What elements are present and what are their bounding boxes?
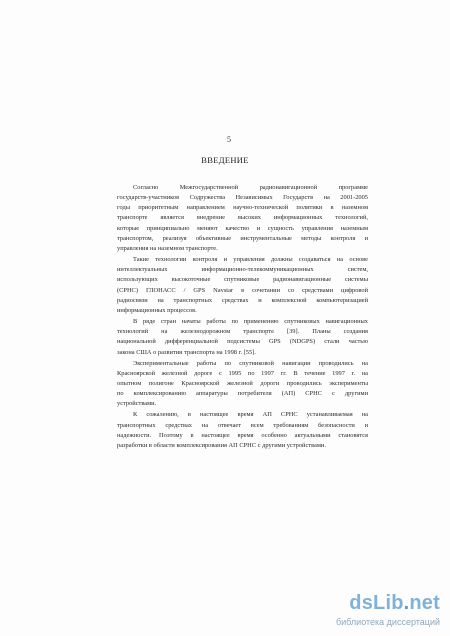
logo-tld: net (409, 592, 440, 614)
text-line: годы приоритетным направлением научно-технической политики в наземном (117, 204, 368, 212)
text-line: использующих высокоточные спутниковые радионавигационные системы (117, 276, 368, 284)
paragraph (117, 317, 368, 358)
text-line: транспортных средствах на отвечает всем требованиям безопасности и (117, 421, 368, 429)
text-line: технологий на железнодорожном транспорте [39]. Планы создания (117, 328, 368, 336)
text-line: В ряде стран начаты работы по применению спутниковых навигационных (133, 318, 368, 326)
text-line: Экспериментальные работы по спутниковой навигации проводились на (133, 359, 368, 367)
text-line: радиосвязи на транспортных средствах и комплексной компьютеризацией (117, 296, 368, 304)
body-text (117, 183, 368, 451)
text-line: национальной дифференциальной подсистемы GPS (NDGPS) стали частью (117, 338, 368, 346)
text-line: управления на наземном транспорте. (117, 244, 218, 252)
paragraph (117, 183, 368, 254)
page-number: 5 (227, 135, 231, 144)
section-heading: ВВЕДЕНИЕ (201, 155, 249, 165)
site-logo (349, 592, 440, 615)
text-line: К сожалению, в настоящее время АП СРНС устанавливаемая на (133, 411, 368, 419)
text-line: Красноярской железной дороге с 1995 по 1997 гг. В течение 1997 г. на (117, 369, 368, 377)
text-line: по комплексированию аппаратуры потребителя (АП) СРНС с другими (117, 390, 368, 398)
text-line: надежности. Поэтому в настоящее время особенно актуальными становятся (117, 431, 368, 439)
logo-main: dsLib (349, 592, 404, 614)
site-subtitle: библиотека диссертаций (335, 617, 440, 627)
text-line: которые принципиально меняют качество и сущность управления наземным (117, 224, 368, 232)
watermark (284, 592, 444, 632)
text-line: транспортом, реализуя объективные инструментальные методы контроля и (117, 234, 368, 242)
text-line: государств-участников Содружества Независимых Государств на 2001-2005 (117, 194, 368, 202)
text-line: разработки в области комплексирования АП СРНС с другими устройствами. (117, 441, 326, 449)
text-line: закона США о развитии транспорта на 1998 г. [55]. (117, 348, 256, 356)
paragraph (117, 410, 368, 451)
text-line: опытном полигоне Красноярской железной дороги проводились эксперименты (117, 379, 368, 387)
logo-dot: . (403, 592, 410, 614)
text-line: Такие технологии контроля и управления должны создаваться на основе (133, 256, 368, 264)
paragraph (117, 359, 368, 410)
text-line: Согласно Межгосударственной радионавигационной программе (133, 184, 368, 191)
paragraph (117, 255, 368, 316)
text-line: устройствами. (117, 400, 157, 408)
text-line: транспорте является внедрение высоких информационных технологий, (117, 214, 368, 222)
text-line: интеллектуальных информационно-телекоммуникационных систем, (117, 266, 368, 274)
text-line: (СРНС) ГЛОНАСС / GPS Navstar в сочетании со средствами цифровой (117, 286, 368, 294)
text-line: информационных процессов. (117, 306, 197, 314)
